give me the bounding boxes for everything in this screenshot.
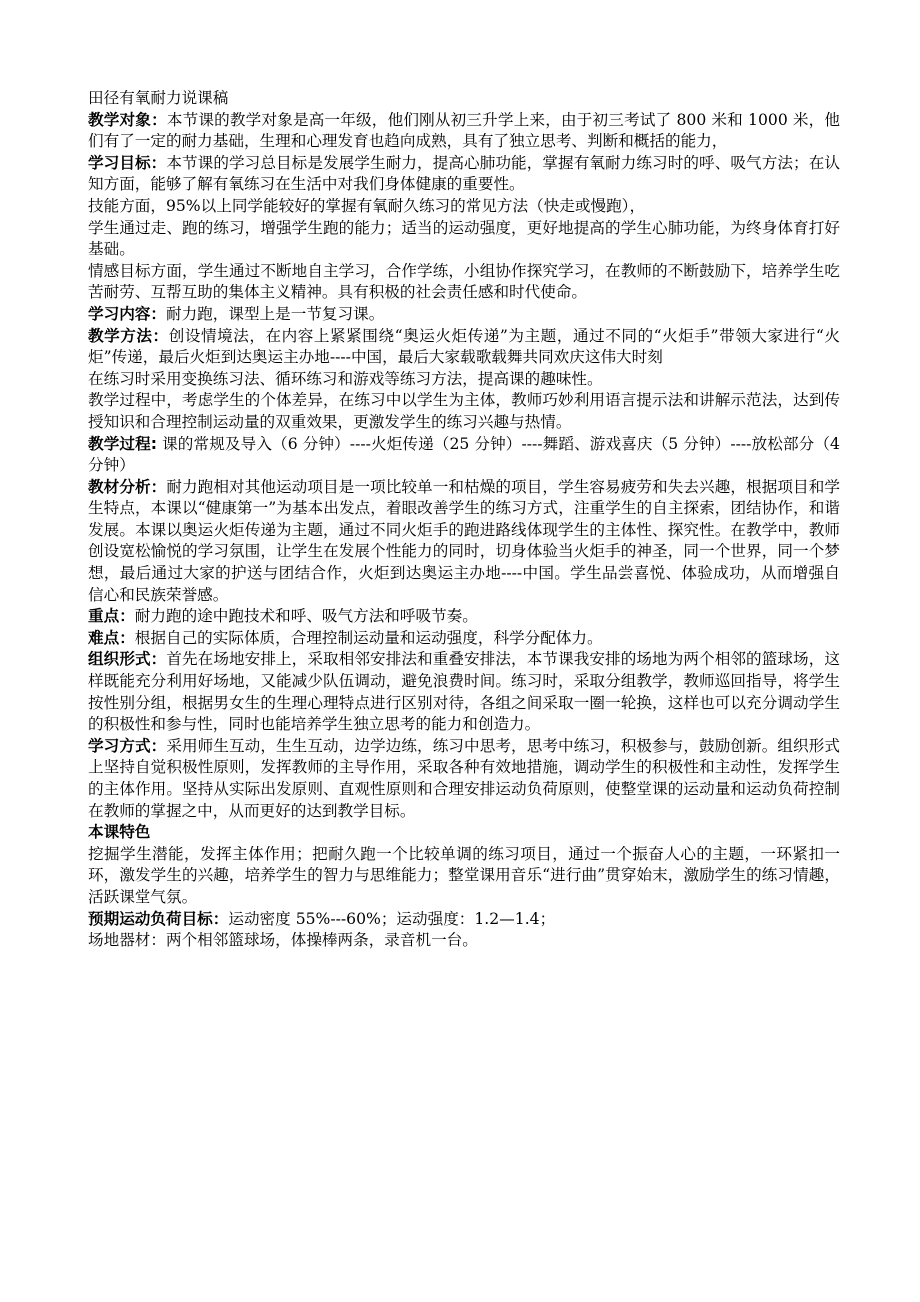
section-teaching-target — [88, 110, 840, 153]
section-teaching-process — [88, 434, 840, 477]
section-text: 耐力跑的途中跑技术和呼、吸气方法和呼吸节奏。 — [134, 607, 478, 626]
section-label: 难点： — [88, 628, 135, 647]
section-text: 本节课的学习总目标是发展学生耐力，提高心肺功能，掌握有氧耐力练习时的呼、吸气方法；在认知方面，能够了解有氧练习在生活中对我们身体健康的重要性。 — [88, 153, 840, 194]
section-text: 采用师生互动，生生互动，边学边练，练习中思考，思考中练习，积极参与，鼓励创新。组织形式上坚持自觉积极性原则，发挥教师的主导作用，采取各种有效地措施，调动学生的积极性和主动性，发挥学生的主体作用。坚持从实际出发原则、直观性原则和合理安排运动负荷原则，使整堂课的运动量和运动负荷控制在教师的掌握之中，从而更好的达到教学目标。 — [88, 736, 840, 820]
section-learning-style — [88, 736, 840, 822]
section-text: 根据自己的实际体质，合理控制运动量和运动强度，科学分配体力。 — [134, 628, 603, 647]
document-page — [88, 88, 840, 952]
section-label: 教学方法： — [88, 326, 169, 345]
section-label: 学习内容： — [88, 304, 166, 323]
section-label: 教学对象： — [88, 110, 167, 129]
section-text: 耐力跑，课型上是一节复习课。 — [165, 304, 385, 323]
section-text: 首先在场地安排上，采取相邻安排法和重叠安排法，本节课我安排的场地为两个相邻的篮球场，这样既能充分利用好场地，又能减少队伍调动，避免浪费时间。练习时，采取分组教学，教师巡回指导，将学生按性别分组，根据男女生的生理心理特点进行区别对待，各组之间采取一圈一轮换，这样也可以充分调动学生的积极性和参与性，同时也能培养学生独立思考的能力和创造力。 — [88, 650, 840, 734]
section-label: 教学过程: — [88, 434, 158, 453]
paragraph-emotion: 情感目标方面，学生通过不断地自主学习，合作学练，小组协作探究学习，在教师的不断鼓励下，培养学生吃苦耐劳、互帮互助的集体主义精神。具有积极的社会责任感和时代使命。 — [88, 261, 840, 302]
section-load-target — [88, 909, 840, 931]
section-learning-goal — [88, 153, 840, 196]
document-title: 田径有氧耐力说课稿 — [88, 89, 229, 107]
section-label: 学习目标： — [88, 153, 167, 172]
section-text: 创设情境法，在内容上紧紧围绕“奥运火炬传递”为主题，通过不同的“火炬手”带领大家进行“火炬”传递，最后火炬到达奥运主办地----中国，最后大家载歌载舞共同欢庆这伟大时刻 — [88, 326, 840, 367]
section-label: 组织形式： — [88, 650, 167, 669]
section-difficulty — [88, 628, 840, 650]
paragraph-skill: 技能方面，95%以上同学能较好的掌握有氧耐久练习的常见方法（快走或慢跑）， — [88, 196, 646, 215]
section-learning-content — [88, 304, 840, 326]
section-text: 课的常规及导入（6 分钟）----火炬传递（25 分钟）----舞蹈、游戏喜庆（5 分钟）----放松部分（4 分钟） — [88, 434, 840, 475]
section-material-analysis — [88, 477, 840, 607]
paragraph-walk-run: 学生通过走、跑的练习，增强学生跑的能力；适当的运动强度，更好地提高的学生心肺功能，为终身体育打好基础。 — [88, 218, 840, 259]
paragraph-equipment: 场地器材：两个相邻篮球场，体操棒两条，录音机一台。 — [88, 931, 478, 950]
section-label: 教材分析： — [88, 477, 167, 496]
paragraph-practice-methods: 在练习时采用变换练习法、循环练习和游戏等练习方法，提高课的趣味性。 — [88, 369, 603, 388]
paragraph-features: 挖掘学生潜能，发挥主体作用；把耐久跑一个比较单调的练习项目，通过一个振奋人心的主题，一环紧扣一环，激发学生的兴趣，培养学生的智力与思维能力；整堂课用音乐“进行曲”贯穿始末，激励学生的练习情趣，活跃课堂气氛。 — [88, 844, 840, 906]
section-organization — [88, 649, 840, 735]
section-teaching-method — [88, 326, 840, 369]
section-key-point — [88, 606, 840, 628]
section-heading-features: 本课特色 — [88, 823, 151, 842]
section-label: 预期运动负荷目标： — [88, 909, 229, 928]
paragraph-teaching-process-detail: 教学过程中，考虑学生的个体差异，在练习中以学生为主体，教师巧妙利用语言提示法和讲解示范法，达到传授知识和合理控制运动量的双重效果，更激发学生的练习兴趣与热情。 — [88, 391, 840, 431]
section-text: 本节课的教学对象是高一年级，他们刚从初三升学上来，由于初三考试了 800 米和 1000 米，他们有了一定的耐力基础，生理和心理发育也趋向成熟，具有了独立思考、判断和概括的能力， — [88, 110, 840, 151]
section-text: 耐力跑相对其他运动项目是一项比较单一和枯燥的项目，学生容易疲劳和失去兴趣，根据项目和学生特点，本课以“健康第一”为基本出发点，着眼改善学生的练习方式，注重学生的自主探索，团结协作，和谐发展。本课以奥运火炬传递为主题，通过不同火炬手的跑进路线体现学生的主体性、探究性。在教学中，教师创设宽松愉悦的学习氛围，让学生在发展个性能力的同时，切身体验当火炬手的神圣，同一个世界，同一个梦想，最后通过大家的护送与团结合作，火炬到达奥运主办地----中国。学生品尝喜悦、体验成功，从而增强自信心和民族荣誉感。 — [88, 477, 840, 604]
section-text: 运动密度 55%---60%；运动强度：1.2—1.4； — [228, 909, 556, 928]
section-label: 学习方式： — [88, 736, 167, 755]
section-label: 重点： — [88, 607, 135, 626]
